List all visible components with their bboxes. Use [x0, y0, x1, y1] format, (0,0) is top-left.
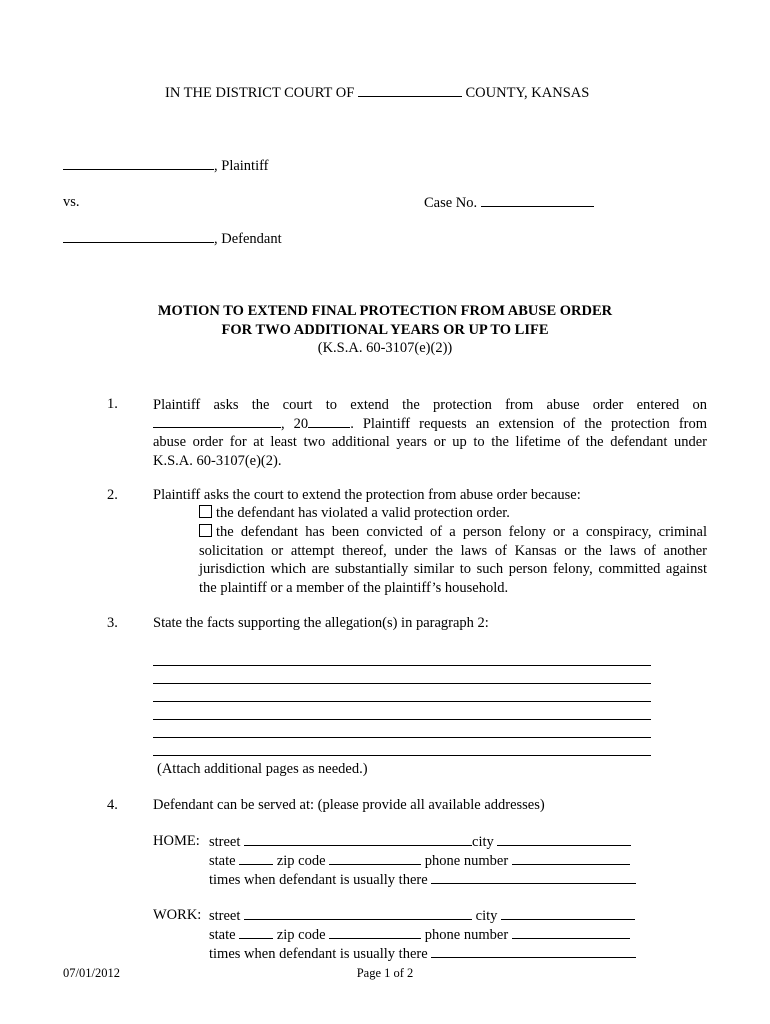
para2-intro: Plaintiff asks the court to extend the protection from abuse order because: [153, 487, 581, 503]
para3-number: 3. [107, 615, 118, 631]
para1-text: Plaintiff asks the court to extend the protection from abuse order entered on , 20 . Plaintiff requests an extension of the protection from abuse order for at least two additional years or up to the lifetime of the defendant under K.S.A. 60-3107(e)(2). [153, 397, 708, 469]
facts-line-1[interactable] [153, 665, 651, 666]
facts-line-2[interactable] [153, 683, 651, 684]
home-state-blank[interactable] [239, 852, 273, 865]
motion-title-line2: FOR TWO ADDITIONAL YEARS OR UP TO LIFE [221, 322, 549, 338]
county-blank[interactable] [358, 84, 462, 97]
statute-citation: (K.S.A. 60-3107(e)(2)) [317, 340, 453, 356]
case-number-blank[interactable] [481, 194, 594, 207]
para4-text: Defendant can be served at: (please provide all available addresses) [153, 797, 545, 813]
home-city-blank[interactable] [497, 833, 631, 846]
work-phone-blank[interactable] [512, 926, 630, 939]
work-times-row: times when defendant is usually there [209, 945, 636, 963]
option-violated-order[interactable]: the defendant has violated a valid protection order. [199, 505, 510, 522]
work-times-blank[interactable] [431, 945, 636, 958]
facts-line-3[interactable] [153, 701, 651, 702]
work-zip-blank[interactable] [329, 926, 421, 939]
facts-line-4[interactable] [153, 719, 651, 720]
para1-number: 1. [107, 396, 118, 412]
order-year-blank[interactable] [308, 415, 350, 428]
checkbox-violated-order[interactable] [199, 505, 212, 518]
case-number: Case No. [424, 194, 594, 212]
home-times-blank[interactable] [431, 871, 636, 884]
home-phone-blank[interactable] [512, 852, 630, 865]
vs-label: vs. [63, 194, 80, 210]
work-street-blank[interactable] [244, 907, 472, 920]
home-label: HOME: [153, 833, 200, 849]
home-street-blank[interactable] [244, 833, 472, 846]
home-times-row: times when defendant is usually there [209, 871, 636, 889]
revision-date: 07/01/2012 [63, 966, 120, 980]
work-street-row: street city [209, 907, 635, 925]
work-state-blank[interactable] [239, 926, 273, 939]
order-date-blank[interactable] [153, 415, 281, 428]
facts-line-5[interactable] [153, 737, 651, 738]
work-city-blank[interactable] [501, 907, 635, 920]
motion-title-line1: MOTION TO EXTEND FINAL PROTECTION FROM ABUSE ORDER [157, 303, 613, 319]
para4-number: 4. [107, 797, 118, 813]
work-state-row: state zip code phone number [209, 926, 630, 944]
defendant-line: , Defendant [63, 230, 282, 248]
defendant-name-blank[interactable] [63, 230, 214, 243]
work-label: WORK: [153, 907, 202, 923]
facts-line-6[interactable] [153, 755, 651, 756]
home-street-row: street city [209, 833, 631, 851]
option-convicted-felony[interactable]: the defendant has been convicted of a person felony or a conspiracy, criminal solicitation or attempt thereof, under the laws of Kansas or the laws of another jurisdiction which are substantially similar to such person felony, committed against the plaintiff or a member of the plaintiff’s household. [199, 524, 707, 596]
para2-number: 2. [107, 487, 118, 503]
para3-text: State the facts supporting the allegation(s) in paragraph 2: [153, 615, 489, 631]
home-state-row: state zip code phone number [209, 852, 630, 870]
page-number: Page 1 of 2 [356, 966, 414, 980]
checkbox-convicted-felony[interactable] [199, 524, 212, 537]
attach-note: (Attach additional pages as needed.) [157, 761, 368, 777]
plaintiff-line: , Plaintiff [63, 157, 269, 175]
court-heading: IN THE DISTRICT COURT OF COUNTY, KANSAS [165, 85, 590, 101]
plaintiff-name-blank[interactable] [63, 157, 214, 170]
home-zip-blank[interactable] [329, 852, 421, 865]
